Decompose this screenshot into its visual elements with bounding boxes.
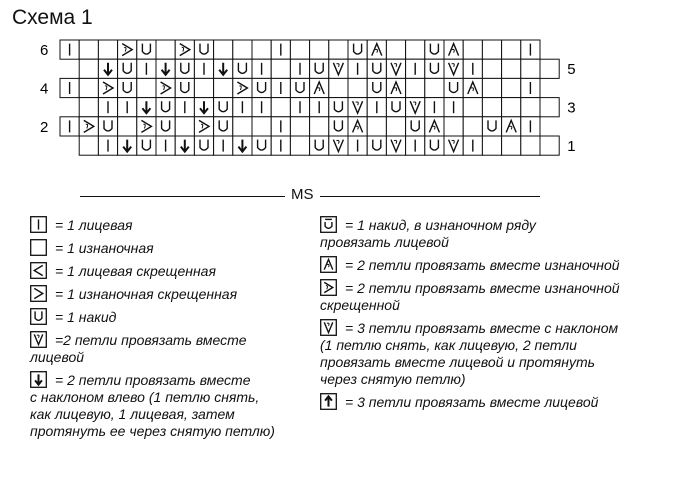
chart-cell (271, 59, 290, 78)
chart-cell (386, 136, 405, 155)
chart-cell (348, 78, 367, 97)
legend-symbol-icon (30, 371, 47, 388)
legend-text: = 1 изнаночная (55, 240, 154, 256)
legend-item (320, 256, 620, 274)
row-number: 3 (567, 99, 576, 117)
chart-cell (406, 59, 425, 78)
row-number: 1 (567, 138, 576, 155)
chart-cell (502, 59, 521, 78)
chart-cell (233, 98, 252, 117)
chart-cell (233, 78, 252, 97)
chart-cell (502, 40, 521, 59)
chart-cell (425, 59, 444, 78)
chart-cell (386, 98, 405, 117)
chart-cell (214, 78, 233, 97)
chart-cell (214, 117, 233, 136)
chart-cell (348, 98, 367, 117)
chart-cell (482, 117, 501, 136)
legend-item (30, 285, 237, 303)
legend-item (30, 262, 216, 280)
row-number: 6 (40, 42, 49, 59)
row-number: 2 (40, 118, 49, 136)
chart-cell (271, 136, 290, 155)
legend-text: = 2 петли провязать вместе изнаночной (345, 257, 620, 273)
knitting-chart-grid (0, 0, 690, 210)
legend-text: = 2 петли провязать вместе (55, 372, 251, 388)
chart-cell (118, 78, 137, 97)
chart-cell (137, 78, 156, 97)
chart-cell (482, 136, 501, 155)
chart-cell (175, 117, 194, 136)
chart-cell (79, 117, 98, 136)
chart-cell (194, 40, 213, 59)
legend-item (320, 393, 598, 411)
chart-cell (252, 78, 271, 97)
chart-cell (60, 117, 79, 136)
chart-cell (271, 98, 290, 117)
legend-symbol-icon (30, 331, 47, 348)
chart-cell (252, 40, 271, 59)
legend-symbol-icon (30, 216, 47, 233)
legend-symbol-icon (30, 262, 47, 279)
chart-cell (271, 117, 290, 136)
chart-cell (521, 98, 540, 117)
chart-cell (502, 78, 521, 97)
chart-cell (156, 40, 175, 59)
chart-cell (329, 98, 348, 117)
legend-item (30, 331, 247, 366)
legend-symbol-icon (30, 308, 47, 325)
chart-cell (252, 136, 271, 155)
legend-text: как лицевую, 1 лицевая, затем (30, 406, 235, 422)
chart-cell (175, 136, 194, 155)
chart-cell (463, 78, 482, 97)
legend-text: провязать вместе лицевой и протянуть (320, 354, 595, 370)
chart-cell (118, 98, 137, 117)
chart-cell (137, 98, 156, 117)
chart-cell (214, 98, 233, 117)
chart-cell (425, 78, 444, 97)
chart-cell (137, 117, 156, 136)
chart-cell (156, 136, 175, 155)
chart-cell (444, 117, 463, 136)
chart-cell (252, 98, 271, 117)
chart-cell (386, 40, 405, 59)
legend-text: = 1 лицевая скрещенная (55, 263, 216, 279)
chart-cell (290, 136, 309, 155)
legend-item (30, 216, 132, 234)
legend-text: лицевой (30, 349, 85, 365)
chart-cell (444, 136, 463, 155)
chart-cell (367, 136, 386, 155)
chart-cell (271, 40, 290, 59)
legend-text: = 1 лицевая (55, 217, 133, 233)
chart-cell (79, 59, 98, 78)
chart-cell (463, 117, 482, 136)
legend-text: = 1 изнаночная скрещенная (55, 286, 238, 302)
chart-cell (79, 78, 98, 97)
chart-cell (156, 117, 175, 136)
chart-cell (348, 117, 367, 136)
chart-cell (463, 40, 482, 59)
chart-cell (521, 40, 540, 59)
chart-cell (367, 98, 386, 117)
legend-item (30, 308, 116, 326)
chart-cell (156, 59, 175, 78)
chart-cell (271, 78, 290, 97)
chart-cell (214, 40, 233, 59)
ms-label: MS (285, 186, 320, 203)
chart-cell (98, 136, 117, 155)
chart-cell (60, 78, 79, 97)
chart-cell (98, 98, 117, 117)
chart-cell (194, 59, 213, 78)
legend-text: = 2 петли провязать вместе изнаночной (345, 280, 620, 296)
chart-cell (310, 117, 329, 136)
legend-text: протянуть ее через снятую петлю) (30, 423, 275, 439)
chart-cell (502, 98, 521, 117)
legend-text: с наклоном влево (1 петлю снять, (30, 389, 260, 405)
chart-cell (540, 59, 559, 78)
chart-cell (175, 40, 194, 59)
chart-cell (329, 117, 348, 136)
chart-cell (463, 59, 482, 78)
chart-cell (444, 78, 463, 97)
chart-cell (386, 59, 405, 78)
chart-cell (137, 40, 156, 59)
chart-cell (502, 136, 521, 155)
chart-cell (482, 98, 501, 117)
chart-cell (194, 98, 213, 117)
chart-cell (386, 117, 405, 136)
chart-cell (482, 40, 501, 59)
chart-cell (98, 78, 117, 97)
legend-symbol-icon (320, 319, 337, 336)
chart-cell (406, 117, 425, 136)
chart-cell (137, 59, 156, 78)
chart-cell (194, 117, 213, 136)
chart-cell (463, 98, 482, 117)
chart-cell (367, 40, 386, 59)
chart-cell (329, 59, 348, 78)
row-number: 5 (567, 61, 576, 79)
chart-cell (310, 59, 329, 78)
chart-cell (329, 136, 348, 155)
legend-item (320, 216, 536, 251)
chart-cell (290, 40, 309, 59)
chart-cell (290, 98, 309, 117)
chart-cell (540, 98, 559, 117)
chart-cell (79, 98, 98, 117)
legend-item (320, 319, 618, 388)
legend-symbol-icon (30, 285, 47, 302)
chart-cell (521, 117, 540, 136)
chart-cell (425, 136, 444, 155)
chart-cell (137, 136, 156, 155)
chart-cell (406, 40, 425, 59)
chart-cell (329, 78, 348, 97)
legend-symbol-icon (320, 393, 337, 410)
chart-cell (233, 40, 252, 59)
chart-cell (252, 59, 271, 78)
legend-item (30, 371, 275, 440)
chart-cell (156, 78, 175, 97)
chart-cell (367, 78, 386, 97)
chart-cell (194, 78, 213, 97)
chart-cell (79, 136, 98, 155)
chart-cell (521, 136, 540, 155)
chart-cell (348, 136, 367, 155)
legend-symbol-icon (30, 239, 47, 256)
chart-cell (194, 136, 213, 155)
legend-text: = 3 петли провязать вместе лицевой (345, 394, 599, 410)
chart-cell (118, 136, 137, 155)
chart-cell (348, 59, 367, 78)
chart-cell (367, 59, 386, 78)
chart-cell (233, 136, 252, 155)
chart-title: Схема 1 (12, 6, 93, 29)
chart-cell (329, 40, 348, 59)
chart-cell (79, 40, 98, 59)
chart-cell (290, 117, 309, 136)
chart-cell (406, 136, 425, 155)
chart-cell (463, 136, 482, 155)
row-number: 4 (40, 80, 49, 98)
chart-cell (444, 59, 463, 78)
legend-text: скрещенной (320, 297, 400, 313)
legend-symbol-icon (320, 279, 337, 296)
chart-cell (118, 40, 137, 59)
chart-cell (156, 98, 175, 117)
chart-cell (521, 59, 540, 78)
chart-cell (290, 59, 309, 78)
legend-symbol-icon (320, 256, 337, 273)
chart-cell (444, 98, 463, 117)
chart-cell (310, 78, 329, 97)
chart-cell (175, 59, 194, 78)
chart-cell (214, 136, 233, 155)
chart-cell (444, 40, 463, 59)
chart-cell (233, 117, 252, 136)
chart-cell (175, 98, 194, 117)
chart-cell (290, 78, 309, 97)
chart-cell (367, 117, 386, 136)
legend-text: = 1 накид (55, 309, 117, 325)
chart-cell (406, 78, 425, 97)
chart-cell (425, 117, 444, 136)
legend-text: = 3 петли провязать вместе с наклоном (345, 320, 619, 336)
chart-cell (98, 59, 117, 78)
legend-item (30, 239, 154, 257)
chart-cell (540, 136, 559, 155)
chart-cell (118, 59, 137, 78)
chart-cell (98, 117, 117, 136)
chart-cell (60, 40, 79, 59)
chart-cell (425, 40, 444, 59)
chart-cell (482, 59, 501, 78)
chart-cell (175, 78, 194, 97)
chart-cell (348, 40, 367, 59)
legend-symbol-icon (320, 216, 337, 233)
chart-cell (425, 98, 444, 117)
chart-cell (252, 117, 271, 136)
legend-text: провязать лицевой (320, 234, 449, 250)
legend-text: через снятую петлю) (320, 371, 466, 387)
legend-text: (1 петлю снять, как лицевую, 2 петли (320, 337, 577, 353)
chart-cell (310, 98, 329, 117)
chart-cell (386, 78, 405, 97)
chart-cell (482, 78, 501, 97)
legend-item (320, 279, 620, 314)
legend-text: = 1 накид, в изнаночном ряду (345, 217, 536, 233)
chart-cell (214, 59, 233, 78)
chart-cell (406, 98, 425, 117)
chart-cell (502, 117, 521, 136)
chart-cell (233, 59, 252, 78)
chart-cell (118, 117, 137, 136)
chart-cell (310, 136, 329, 155)
chart-cell (310, 40, 329, 59)
chart-cell (521, 78, 540, 97)
chart-cell (98, 40, 117, 59)
legend-text: =2 петли провязать вместе (55, 332, 247, 348)
